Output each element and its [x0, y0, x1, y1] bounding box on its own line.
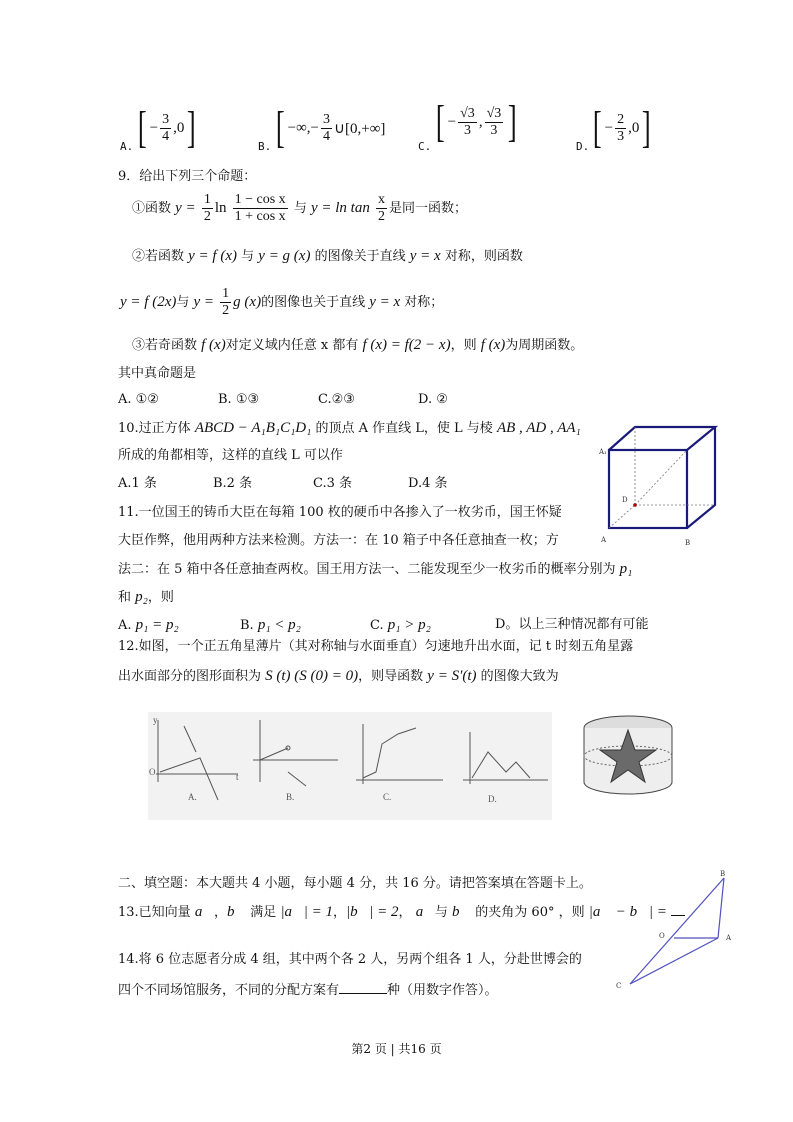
answer-blank — [339, 981, 387, 994]
q10-option-c: C.3 条 — [313, 476, 353, 491]
q10-line-2: 所成的角都相等，这样的直线 L 可以作 — [118, 448, 343, 463]
q13: 13.已知向量 a⃗，b⃗ 满足 |a⃗| = 1，|b⃗| = 2， a⃗与 b⃗ 的夹角为 60° ，则 |a⃗ − b⃗| = — [118, 903, 685, 922]
q11-line-4: 和 p₂，则 — [118, 589, 174, 605]
option-label: B. — [258, 140, 272, 153]
section-2-heading: 二、填空题：本大题共 4 小题，每小题 4 分，共 16 分。请把答案填在答题卡上。 — [118, 876, 592, 891]
option-label: C. — [418, 140, 432, 153]
q12-graph-options — [148, 712, 552, 820]
q9-proposition-3: ③若奇函数 f (x)对定义域内任意 x 都有 f (x) = f(2 − x)，则 f (x)为周期函数。 — [132, 337, 584, 353]
q14-line-2: 四个不同场馆服务，不同的分配方案有 种（用数字作答）。 — [118, 983, 498, 998]
svg-text:B: B — [720, 870, 726, 878]
q9-option-c: C.②③ — [318, 392, 355, 407]
svg-text:D: D — [622, 496, 628, 504]
graph-label-d: D. — [488, 794, 497, 804]
q9-proposition-2-cont: y = f (2x)与 y = $\frac{1}{2}$ g (x)的图像也关于直线 y = x 对称； — [120, 286, 444, 318]
graph-a — [156, 720, 238, 800]
graph-c — [356, 724, 443, 784]
axis-origin-label: O — [149, 767, 156, 777]
graph-b — [253, 720, 338, 786]
star-cylinder-figure — [582, 712, 674, 800]
q9-proposition-2: ②若函数 y = f (x) 与 y = g (x) 的图像关于直线 y = x 对称，则函数 — [132, 248, 523, 264]
svg-text:B: B — [685, 539, 691, 547]
page-footer: 第2 页 | 共16 页 — [351, 1042, 442, 1056]
q11-option-b: B. p₁ < p₂ — [240, 617, 301, 633]
option-label: A. — [120, 140, 134, 153]
graph-label-a: A. — [188, 792, 197, 802]
q9-stem: 9．给出下列三个命题： — [118, 169, 257, 184]
q9-option-d: D. ② — [418, 392, 448, 407]
q10-option-b: B.2 条 — [213, 476, 253, 491]
q12-line-1: 12.如图，一个正五角星薄片（其对称轴与水面垂直）匀速地升出水面，记 t 时刻五角星露 — [118, 639, 634, 654]
q11-option-a: A. p₁ = p₂ — [118, 617, 179, 633]
svg-text:A: A — [601, 536, 607, 544]
q10-option-a: A.1 条 — [118, 476, 157, 491]
q9-option-b: B. ①③ — [218, 392, 260, 407]
vector-figure — [610, 868, 740, 990]
cube-figure — [595, 420, 725, 555]
q11-option-c: C. p₁ > p₂ — [370, 617, 431, 633]
axis-y-label: y — [153, 715, 158, 725]
q10-option-d: D.4 条 — [408, 476, 448, 491]
option-a-interval: [ − $\frac{3}{4}$ ,0 ] — [137, 103, 197, 152]
option-b-interval: [ −∞,− $\frac{3}{4}$ ∪[0,+∞] — [275, 103, 386, 152]
svg-text:O: O — [659, 932, 665, 940]
q11-option-d: D。以上三种情况都有可能 — [495, 617, 649, 632]
q9-option-a: A. ①② — [118, 392, 159, 407]
q11-line-2: 大臣作弊，他用两种方法来检测。方法一：在 10 箱子中各任意抽查一枚；方 — [118, 533, 559, 548]
option-c-interval: [ − $\frac{√3}{3}$ , $\frac{√3}{3}$ ] — [435, 97, 517, 146]
svg-text:A: A — [726, 934, 732, 942]
svg-text:A₁: A₁ — [599, 448, 607, 456]
graph-label-c: C. — [383, 792, 392, 802]
option-label: D. — [576, 140, 590, 153]
q11-line-1: 11.一位国王的铸币大臣在每箱 100 枚的硬币中各掺入了一枚劣币，国王怀疑 — [118, 505, 562, 520]
q12-line-2: 出水面部分的图形面积为 S (t) (S (0) = 0)，则导函数 y = S′(t) 的图像大致为 — [118, 668, 559, 684]
q11-line-3: 法二：在 5 箱中各任意抽查两枚。国王用方法一、二能发现至少一枚劣币的概率分别为 p₁ — [118, 561, 633, 577]
q9-proposition-1: ①函数 y = $\frac{1}{2}$ ln $\frac{\text{1 − cos x}}{\text{1 + cos x}}$ 与 y = ln tan $\frac{x}{2}$ 是同一函数； — [132, 192, 467, 224]
q10-line-1: 10.过正方体 ABCD − A₁B₁C₁D₁ 的顶点 A 作直线 L，使 L 与棱 AB , AD , AA₁ — [118, 420, 581, 436]
q9-ask: 其中真命题是 — [118, 366, 197, 381]
graph-label-b: B. — [286, 792, 295, 802]
axis-t-label: t — [236, 772, 239, 782]
graph-d — [463, 732, 548, 784]
q14-line-1: 14.将 6 位志愿者分成 4 组，其中两个各 2 人，另两个组各 1 人，分赴世博会的 — [118, 952, 582, 967]
option-d-interval: [ − $\frac{2}{3}$ ,0 ] — [592, 103, 652, 152]
svg-text:C: C — [616, 982, 622, 990]
